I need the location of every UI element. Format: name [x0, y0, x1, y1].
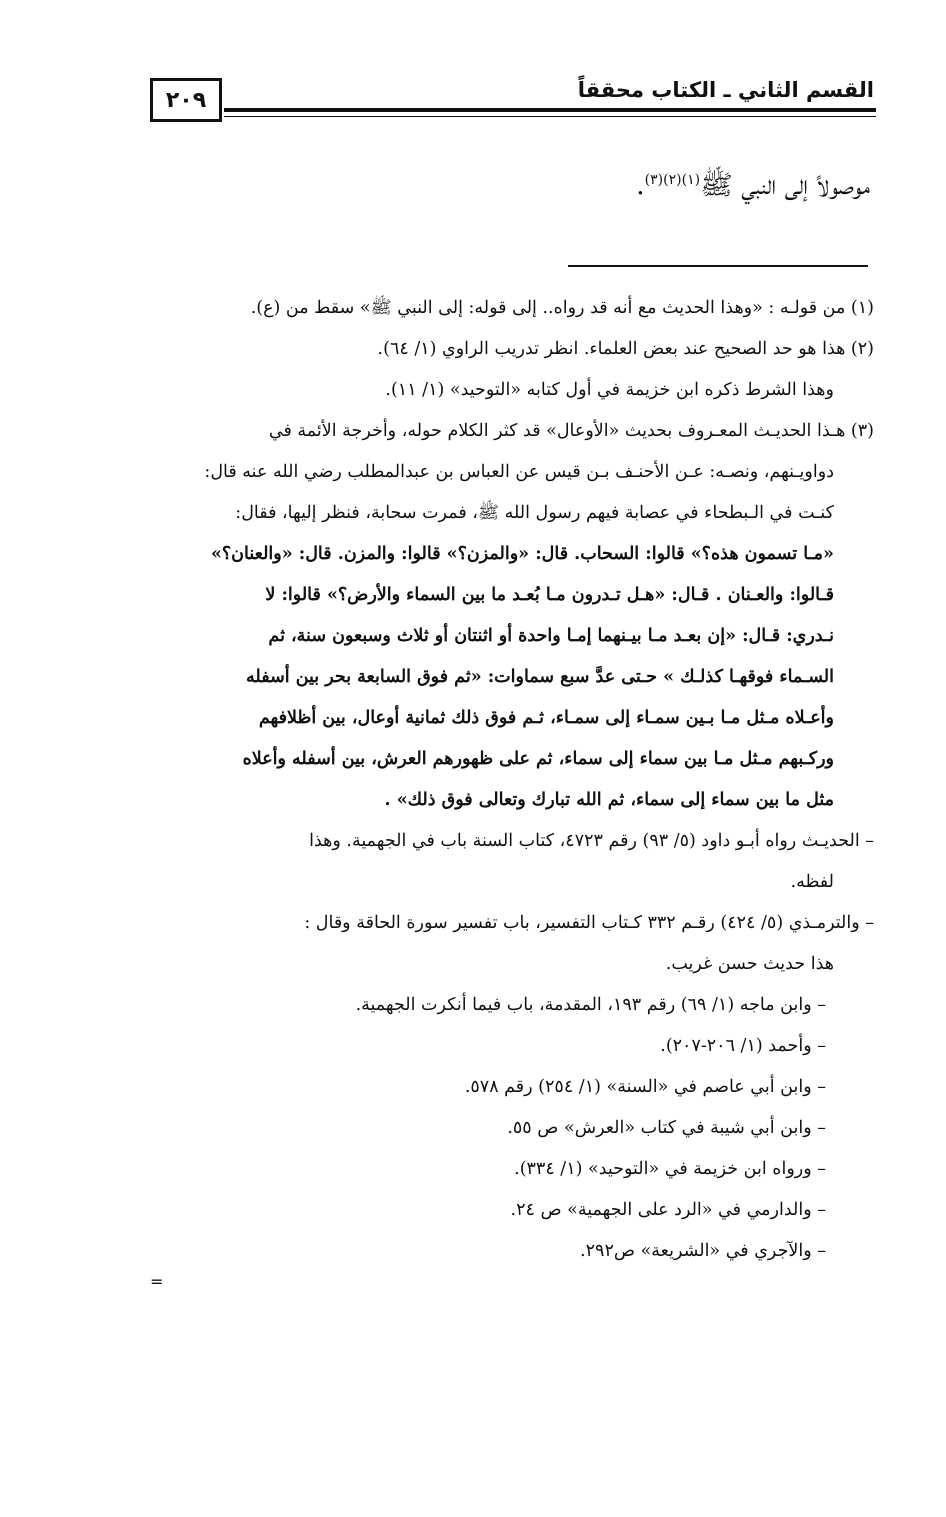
header-rule-thin [224, 116, 876, 117]
footnote-line: وركـبهم مـثل مـا بين سماء إلى سماء، ثم على ظهورهم العرش، بين أسفله وأعلاه [242, 749, 834, 769]
footnote-line: (٣) هـذا الحديـث المعـروف بحديث «الأوعال» قد كثر الكلام حوله، وأخرجة الأئمة في [268, 421, 874, 441]
footnote-line: – والآجري في «الشريعة» ص٢٩٢. [580, 1241, 826, 1261]
footnote-line: – الحديـث رواه أبـو داود (٥/ ٩٣) رقم ٤٧٢٣، كتاب السنة باب في الجهمية. وهذا [309, 831, 874, 851]
footnote-line: – وابن أبي عاصم في «السنة» (١/ ٢٥٤) رقم ٥٧٨. [464, 1077, 826, 1097]
footnote-line: وأعـلاه مـثل مـا بـين سمـاء إلى سمـاء، ثـم فوق ذلك ثمانية أوعال، بين أظلافهم [258, 708, 834, 728]
running-header-title: القسم الثاني ـ الكتاب محققاً [577, 78, 874, 102]
footnote-line: «مـا تسمون هذه؟» قالوا: السحاب. قال: «والمزن؟» قالوا: والمزن. قال: «والعنان؟» [210, 544, 834, 564]
footnote-line: – والدارمي في «الرد على الجهمية» ص ٢٤. [510, 1200, 826, 1220]
footnote-line: – والترمـذي (٥/ ٤٢٤) رقـم ٣٣٢ كـتاب التفسير، باب تفسير سورة الحاقة وقال : [304, 913, 874, 933]
footnote-line: وهذا الشرط ذكره ابن خزيمة في أول كتابه «التوحيد» (١/ ١١). [385, 380, 834, 400]
continuation-mark: = [150, 1272, 164, 1291]
footnote-line: – وابن ماجه (١/ ٦٩) رقم ١٩٣، المقدمة، باب فيما أنكرت الجهمية. [355, 995, 826, 1015]
footnote-line: لفظه. [790, 872, 834, 892]
footnote-line: – ورواه ابن خزيمة في «التوحيد» (١/ ٣٣٤). [514, 1159, 826, 1179]
main-text: موصولاً إلى النبي ﷺ [700, 170, 870, 201]
footnotes [74, 288, 874, 1272]
footnote-line: نـدري: قـال: «إن بعـد مـا بيـنهما إمـا واحدة أو اثنتان أو ثلاث وسبعون سنة، ثم [268, 626, 834, 646]
main-text-line [636, 168, 870, 208]
footnote-line: كنـت في الـبطحاء في عصابة فيهم رسول الله ﷺ، فمرت سحابة، فنظر إليها، فقال: [235, 503, 834, 523]
footnote-line: (١) من قولـه : «وهذا الحديث مع أنه قد رواه.. إلى قوله: إلى النبي ﷺ» سقط من (ع). [250, 298, 874, 318]
header-rule-thick [224, 108, 876, 112]
footnote-line: مثل ما بين سماء إلى سماء، ثم الله تبارك وتعالى فوق ذلك» . [384, 790, 834, 810]
footnote-separator [568, 265, 868, 267]
page-number-box [150, 78, 222, 122]
footnote-line: قـالوا: والعـنان . قـال: «هـل تـدرون مـا بُعـد ما بين السماء والأرض؟» قالوا: لا [265, 585, 834, 605]
page-number: ٢٠٩ [165, 87, 207, 113]
footnote-line: هذا حديث حسن غريب. [665, 954, 834, 974]
footnote-line: دواويـنهم، ونصـه: عـن الأحنـف بـن قيس عن العباس بن عبدالمطلب رضي الله عنه قال: [204, 462, 834, 482]
footnote-refs: (١)(٢)(٣) [644, 172, 701, 188]
footnote-line: (٢) هذا هو حد الصحيح عند بعض العلماء. انظر تدريب الراوي (١/ ٦٤). [377, 339, 874, 359]
footnote-line: – وابن أبي شيبة في كتاب «العرش» ص ٥٥. [507, 1118, 826, 1138]
footnote-line: السـماء فوقهـا كذلـك » حـتى عدَّ سبع سماوات: «ثم فوق السابعة بحر بين أسفله [246, 667, 834, 687]
main-text-end: . [636, 170, 645, 201]
footnote-line: – وأحمد (١/ ٢٠٦-٢٠٧). [660, 1036, 826, 1056]
